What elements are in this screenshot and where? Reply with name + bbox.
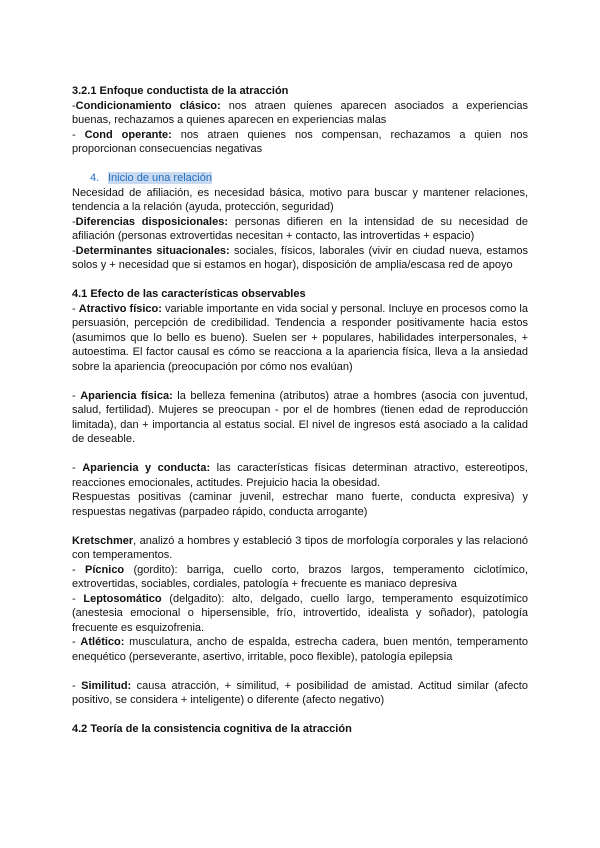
paragraph-atractivo-fisico: - Atractivo físico: variable importante en vida social y personal. Incluye en procesos como la persuasión, percepción de credibilidad. Tendencia a responder positivamente hacia estos (asumimos que lo bello es bueno). Suelen ser + populares, habilidades interpersonales, + autoestima. El factor causal es cómo se reacciona a la apariencia física, lleva a la ansiedad sobre la apariencia (preocupación por cómo nos evalúan) [72,302,528,373]
paragraph-apariencia-conducta: - Apariencia y conducta: las características físicas determinan atractivo, estereotipos, reacciones emocionales, actitudes. Prejuicio hacia la obesidad. [72,462,528,489]
paragraph-similitud: - Similitud: causa atracción, + similitud, + posibilidad de amistad. Actitud similar (afecto positivo, se considera + inteligente) o diferente (afecto negativo) [72,679,528,706]
term: Apariencia física: [80,389,173,402]
paragraph-determinantes-situacionales: -Determinantes situacionales: sociales, físicos, laborales (vivir en ciudad nueva, estamos solos y + necesidad que si estamos en hogar), disposición de amplia/escasa red de apoyo [72,244,528,271]
section-4-heading: 4. Inicio de una relación [90,172,212,184]
term: Atlético: [80,636,125,648]
paragraph-atletico: - Atlético: musculatura, ancho de espalda, estrecha cadera, buen mentón, temperamento enequético (perseverante, asertivo, irritable, poco flexible), patología epilepsia [72,636,528,663]
paragraph-necesidad-afiliacion: Necesidad de afiliación, es necesidad básica, motivo para buscar y mantener relaciones, tendencia a la relación (ayuda, protección, seguridad) [72,186,528,213]
paragraph-leptosomatico: - Leptosomático (delgadito): alto, delgado, cuello largo, temperamento esquizotímico (anestesia emocional o hipersensible, frío, introvertido, idealista y soñador), patología frecuente es esquizofrenia. [72,592,528,634]
heading-4-2: 4.2 Teoría de la consistencia cognitiva de la atracción [72,723,352,735]
paragraph-picnico: - Pícnico (gordito): barriga, cuello corto, brazos largos, temperamento ciclotímico, extrovertidas, sociables, cordiales, patología + frecuente es maniaco depresiva [72,563,528,590]
term: Atractivo físico: [78,302,162,315]
document-page [72,84,528,737]
term: Determinantes situacionales: [75,244,230,257]
section-title: Inicio de una relación [108,172,212,184]
heading-3-2-1: 3.2.1 Enfoque conductista de la atracción [72,85,289,97]
term: Cond operante: [84,128,172,141]
paragraph-kretschmer: Kretschmer, analizó a hombres y estableció 3 tipos de morfología corporales y las relacionó con temperamentos. [72,534,528,561]
term: Diferencias disposicionales: [75,215,228,228]
paragraph-cond-operante: - Cond operante: nos atraen quienes nos compensan, rechazamos a quien nos proporcionan consecuencias negativas [72,128,528,155]
term: Pícnico [85,563,125,576]
paragraph-condicionamiento-clasico: -Condicionamiento clásico: nos atraen quienes aparecen asociados a experiencias buenas, rechazamos a quienes aparecen en experiencias malas [72,99,528,126]
term: Kretschmer [72,534,134,547]
heading-4-1: 4.1 Efecto de las características observables [72,288,306,300]
term: Condicionamiento clásico: [75,99,221,112]
paragraph-apariencia-fisica: - Apariencia física: la belleza femenina (atributos) atrae a hombres (asocia con juventud, salud, fertilidad). Mujeres se preocupan - por el de hombres (tienen edad de reproducción limitada), dan + importancia al estatus social. El nivel de ingresos está asociado a la calidad de deseable. [72,389,528,445]
term: Leptosomático [83,592,162,605]
term: Similitud: [81,679,132,692]
paragraph-respuestas: Respuestas positivas (caminar juvenil, estrechar mano fuerte, conducta expresiva) y respuestas negativas (parpadeo rápido, conducta arrogante) [72,491,528,518]
paragraph-diferencias-disposicionales: -Diferencias disposicionales: personas difieren en la intensidad de su necesidad de afiliación (personas extrovertidas necesitan + contacto, las introvertidas + espacio) [72,215,528,242]
term: Apariencia y conducta: [82,462,211,474]
